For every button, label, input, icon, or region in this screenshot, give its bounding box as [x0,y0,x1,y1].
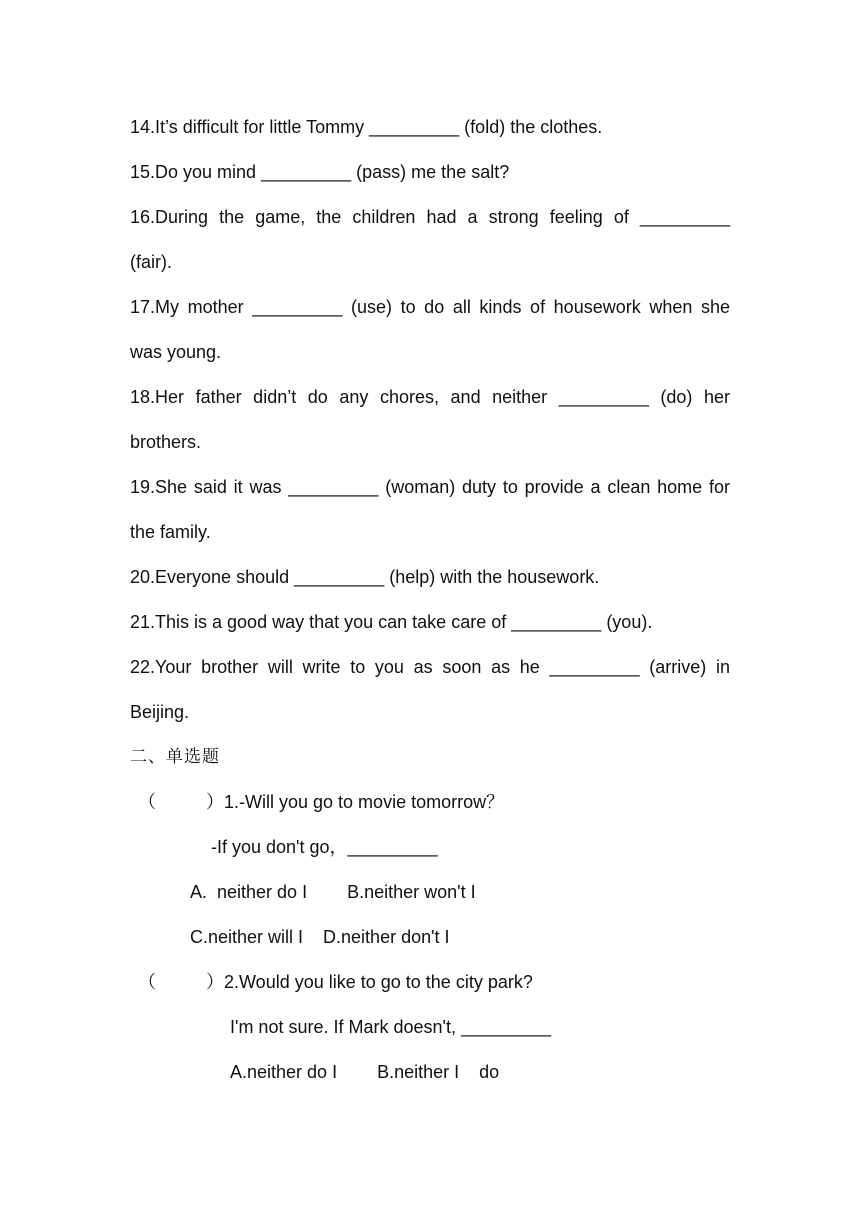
mc-question-1-stem: （ ）1.-Will you go to movie tomorrow？ [138,792,505,812]
question-17-line-2: was young. [130,342,222,362]
question-19-line-2: the family. [130,522,211,542]
mc-question-1-response: -If you don't go，_________ [211,837,438,857]
question-18-line-2: brothers. [130,432,202,452]
question-16-line-2: (fair). [130,252,172,272]
section-title: 二、单选题 [130,747,220,767]
mc-question-2-stem: （ ）2.Would you like to go to the city park? [138,972,533,992]
question-20: 20.Everyone should _________ (help) with the housework. [130,567,600,587]
mc-question-2-response: I'm not sure. If Mark doesn't, _________ [230,1017,552,1037]
mc-question-1-options-row-2: C.neither will I D.neither don't I [190,927,450,947]
mc-question-2-options-row-1: A.neither do I B.neither I do [230,1062,500,1082]
question-18-line-1: 18.Her father didn’t do any chores, and neither _________ (do) her [130,387,730,407]
question-22-line-2: Beijing. [130,702,190,722]
question-22-line-1: 22.Your brother will write to you as soon as he _________ (arrive) in [130,657,730,677]
question-19-line-1: 19.She said it was _________ (woman) duty to provide a clean home for [130,477,730,497]
question-14: 14.It’s difficult for little Tommy _________ (fold) the clothes. [130,117,603,137]
question-15: 15.Do you mind _________ (pass) me the salt? [130,162,510,182]
question-17-line-1: 17.My mother _________ (use) to do all kinds of housework when she [130,297,730,317]
question-21: 21.This is a good way that you can take care of _________ (you). [130,612,653,632]
question-16-line-1: 16.During the game, the children had a strong feeling of _________ [130,207,730,227]
mc-question-1-options-row-1: A. neither do I B.neither won't I [190,882,476,902]
